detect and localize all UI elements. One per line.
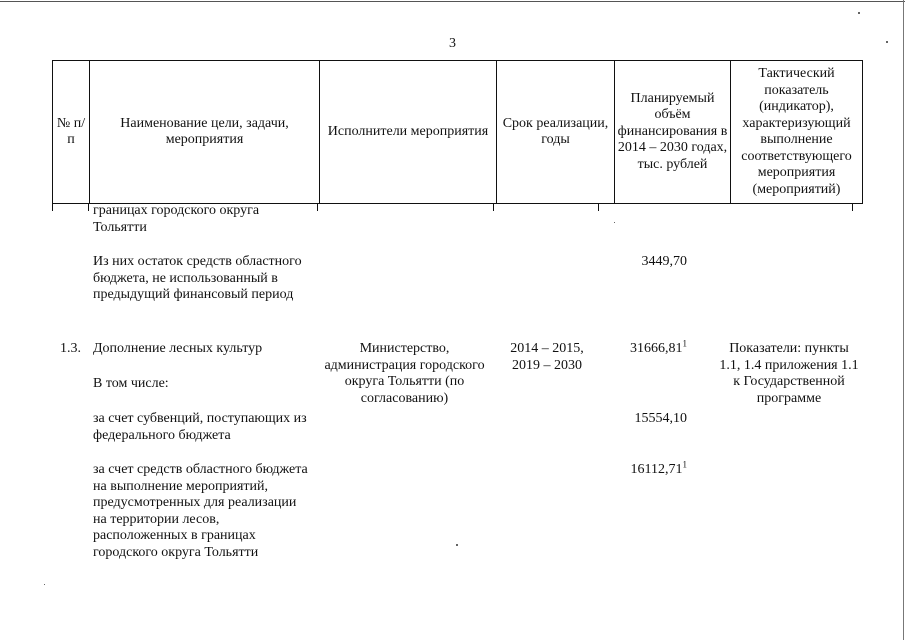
continuation-name: границах городского округа Тольятти — [93, 203, 260, 235]
header-col-executor: Исполнители мероприятия — [320, 61, 497, 204]
scan-speck — [44, 584, 45, 585]
scan-speck — [614, 222, 615, 223]
header-col-indicator: Тактический показатель (индикатор), характеризующий выполнение соответствующего мероприятия (мероприятий) — [731, 61, 863, 204]
table-header — [52, 60, 863, 204]
page-number: 3 — [449, 36, 456, 51]
scan-speck — [858, 12, 860, 14]
column-divider — [493, 203, 494, 211]
scan-speck — [456, 544, 458, 546]
column-divider — [52, 203, 53, 211]
scan-speck — [886, 41, 888, 43]
regional-amount-footnote: 1 — [682, 459, 687, 470]
item-executor: Министерство, администрация городского округа Тольятти (по согласованию) — [324, 341, 485, 406]
item-amount-value: 31666,81 — [630, 341, 683, 356]
column-divider — [598, 203, 599, 211]
remainder-name: Из них остаток средств областного бюджета, не использованный в предыдущий финансовый период — [93, 254, 302, 302]
item-name: Дополнение лесных культур — [93, 341, 263, 356]
header-col-name: Наименование цели, задачи, мероприятия — [90, 61, 320, 204]
federal-amount: 15554,10 — [634, 411, 687, 426]
item-amount-footnote: 1 — [682, 338, 687, 349]
regional-name: за счет средств областного бюджета на выполнение мероприятий, предусмотренных для реализации на территории лесов, расположенных в границах городского округа Тольятти — [93, 462, 308, 560]
header-col-period: Срок реализации, годы — [497, 61, 615, 204]
item-period: 2014 – 2015, 2019 – 2030 — [510, 341, 584, 373]
item-amount — [600, 338, 687, 358]
including-label: В том числе: — [93, 376, 169, 391]
federal-name: за счет субвенций, поступающих из федерального бюджета — [93, 411, 307, 443]
header-col-financing: Планируемый объём финансирования в 2014 – 2030 годах, тыс. рублей — [615, 61, 731, 204]
header-col-number: № п/п — [53, 61, 90, 204]
page-edge-right — [903, 0, 904, 640]
regional-amount-value: 16112,71 — [630, 462, 683, 477]
column-divider — [852, 203, 853, 211]
column-divider — [317, 203, 318, 211]
page-edge-top — [0, 1, 905, 2]
item-indicator: Показатели: пункты 1.1, 1.4 приложения 1.1 к Государственной программе — [719, 341, 859, 406]
column-divider — [88, 203, 89, 211]
item-number: 1.3. — [60, 341, 81, 356]
regional-amount — [600, 459, 687, 479]
remainder-amount: 3449,70 — [641, 254, 687, 269]
